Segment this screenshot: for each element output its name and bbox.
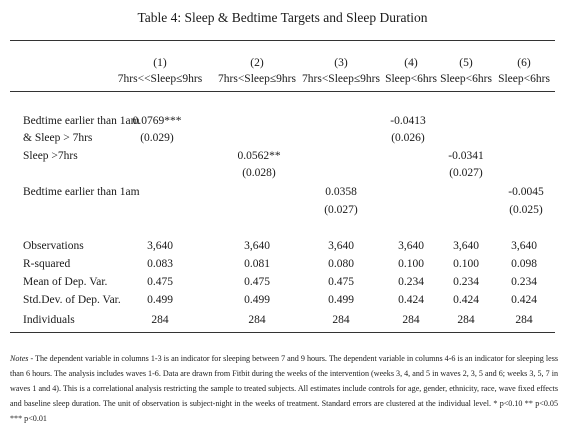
stat-cell: 0.083 <box>147 258 173 270</box>
coef-col1: 0.0769*** <box>132 115 182 127</box>
stat-cell: 0.081 <box>244 258 270 270</box>
stat-label-r-squared: R-squared <box>23 258 71 270</box>
row-label-bedtime-sleep-line2: & Sleep > 7hrs <box>23 132 93 144</box>
stat-cell: 3,640 <box>244 240 270 252</box>
stat-cell: 3,640 <box>453 240 479 252</box>
stat-label-std-dev: Std.Dev. of Dep. Var. <box>23 294 121 306</box>
col-3-label: 7hrs<Sleep≤9hrs <box>302 73 380 85</box>
col-1-number: (1) <box>153 57 167 69</box>
stat-cell: 0.098 <box>511 258 537 270</box>
row-label-sleep: Sleep >7hrs <box>23 150 78 162</box>
notes-text: The dependent variable in columns 1-3 is an indicator for sleeping between 7 and 9 hours. The dependent variable in columns 4-6 is an indicator for sleeping less than 6 hours. The analysis includes waves 1-6. Data are drawn from Fitbit during the weeks of the intervention (weeks 3, 4, and 5 in waves 2, 3, 5 and 6; weeks 3, 5, 7 in waves 1 and 4). This is a correlational analysis restricting the sample to treated subjects. All estimates include controls for age, gender, ethnicity, race, wave fixed effects and baseline sleep duration. The unit of observation is subject-night in the weeks of treatment. Standard errors are clustered at the individual level. * p<0.10 ** p<0.05 *** p<0.01 <box>10 354 558 423</box>
coef-col6: -0.0045 <box>508 186 544 198</box>
notes-prefix: Notes - <box>10 354 34 363</box>
row-label-bedtime: Bedtime earlier than 1am <box>23 186 140 198</box>
col-5-number: (5) <box>459 57 473 69</box>
col-1-label: 7hrs<<Sleep≤9hrs <box>117 73 203 85</box>
se-col4: (0.026) <box>391 132 425 144</box>
se-col3: (0.027) <box>324 204 358 216</box>
top-rule <box>10 40 555 41</box>
header-rule <box>10 91 555 92</box>
stat-cell: 284 <box>248 314 266 326</box>
col-2-number: (2) <box>250 57 264 69</box>
col-6-number: (6) <box>517 57 531 69</box>
table-title: Table 4: Sleep & Bedtime Targets and Sleep Duration <box>137 10 428 25</box>
coef-col3: 0.0358 <box>325 186 357 198</box>
se-col6: (0.025) <box>509 204 543 216</box>
stat-cell: 0.100 <box>453 258 479 270</box>
stat-cell: 0.475 <box>147 276 173 288</box>
stat-cell: 284 <box>151 314 169 326</box>
stat-cell: 284 <box>515 314 533 326</box>
se-col2: (0.028) <box>242 167 276 179</box>
bottom-rule <box>10 332 555 333</box>
stat-cell: 0.234 <box>511 276 537 288</box>
row-label-bedtime-sleep-line1: Bedtime earlier than 1am <box>23 115 140 127</box>
stat-cell: 284 <box>332 314 350 326</box>
se-col5: (0.027) <box>449 167 483 179</box>
col-6-label: Sleep<6hrs <box>498 73 550 85</box>
col-4-number: (4) <box>404 57 418 69</box>
stat-label-mean: Mean of Dep. Var. <box>23 276 108 288</box>
stat-cell: 3,640 <box>398 240 424 252</box>
stat-cell: 3,640 <box>511 240 537 252</box>
stat-cell: 0.424 <box>398 294 424 306</box>
stat-cell: 3,640 <box>328 240 354 252</box>
col-2-label: 7hrs<Sleep≤9hrs <box>218 73 296 85</box>
stat-cell: 0.234 <box>398 276 424 288</box>
se-col1: (0.029) <box>140 132 174 144</box>
col-5-label: Sleep<6hrs <box>440 73 492 85</box>
stat-cell: 0.475 <box>328 276 354 288</box>
stat-cell: 0.424 <box>511 294 537 306</box>
col-4-label: Sleep<6hrs <box>385 73 437 85</box>
stat-cell: 0.499 <box>147 294 173 306</box>
stat-cell: 284 <box>402 314 420 326</box>
table-notes <box>10 351 558 426</box>
stat-label-observations: Observations <box>23 240 84 252</box>
stat-cell: 0.499 <box>328 294 354 306</box>
coef-col4: -0.0413 <box>390 115 426 127</box>
stat-cell: 0.499 <box>244 294 270 306</box>
stat-label-individuals: Individuals <box>23 314 75 326</box>
col-3-number: (3) <box>334 57 348 69</box>
coef-col2: 0.0562** <box>237 150 281 162</box>
stat-cell: 0.080 <box>328 258 354 270</box>
stat-cell: 0.234 <box>453 276 479 288</box>
stat-cell: 284 <box>457 314 475 326</box>
coef-col5: -0.0341 <box>448 150 484 162</box>
stat-cell: 3,640 <box>147 240 173 252</box>
stat-cell: 0.100 <box>398 258 424 270</box>
stat-cell: 0.424 <box>453 294 479 306</box>
stat-cell: 0.475 <box>244 276 270 288</box>
